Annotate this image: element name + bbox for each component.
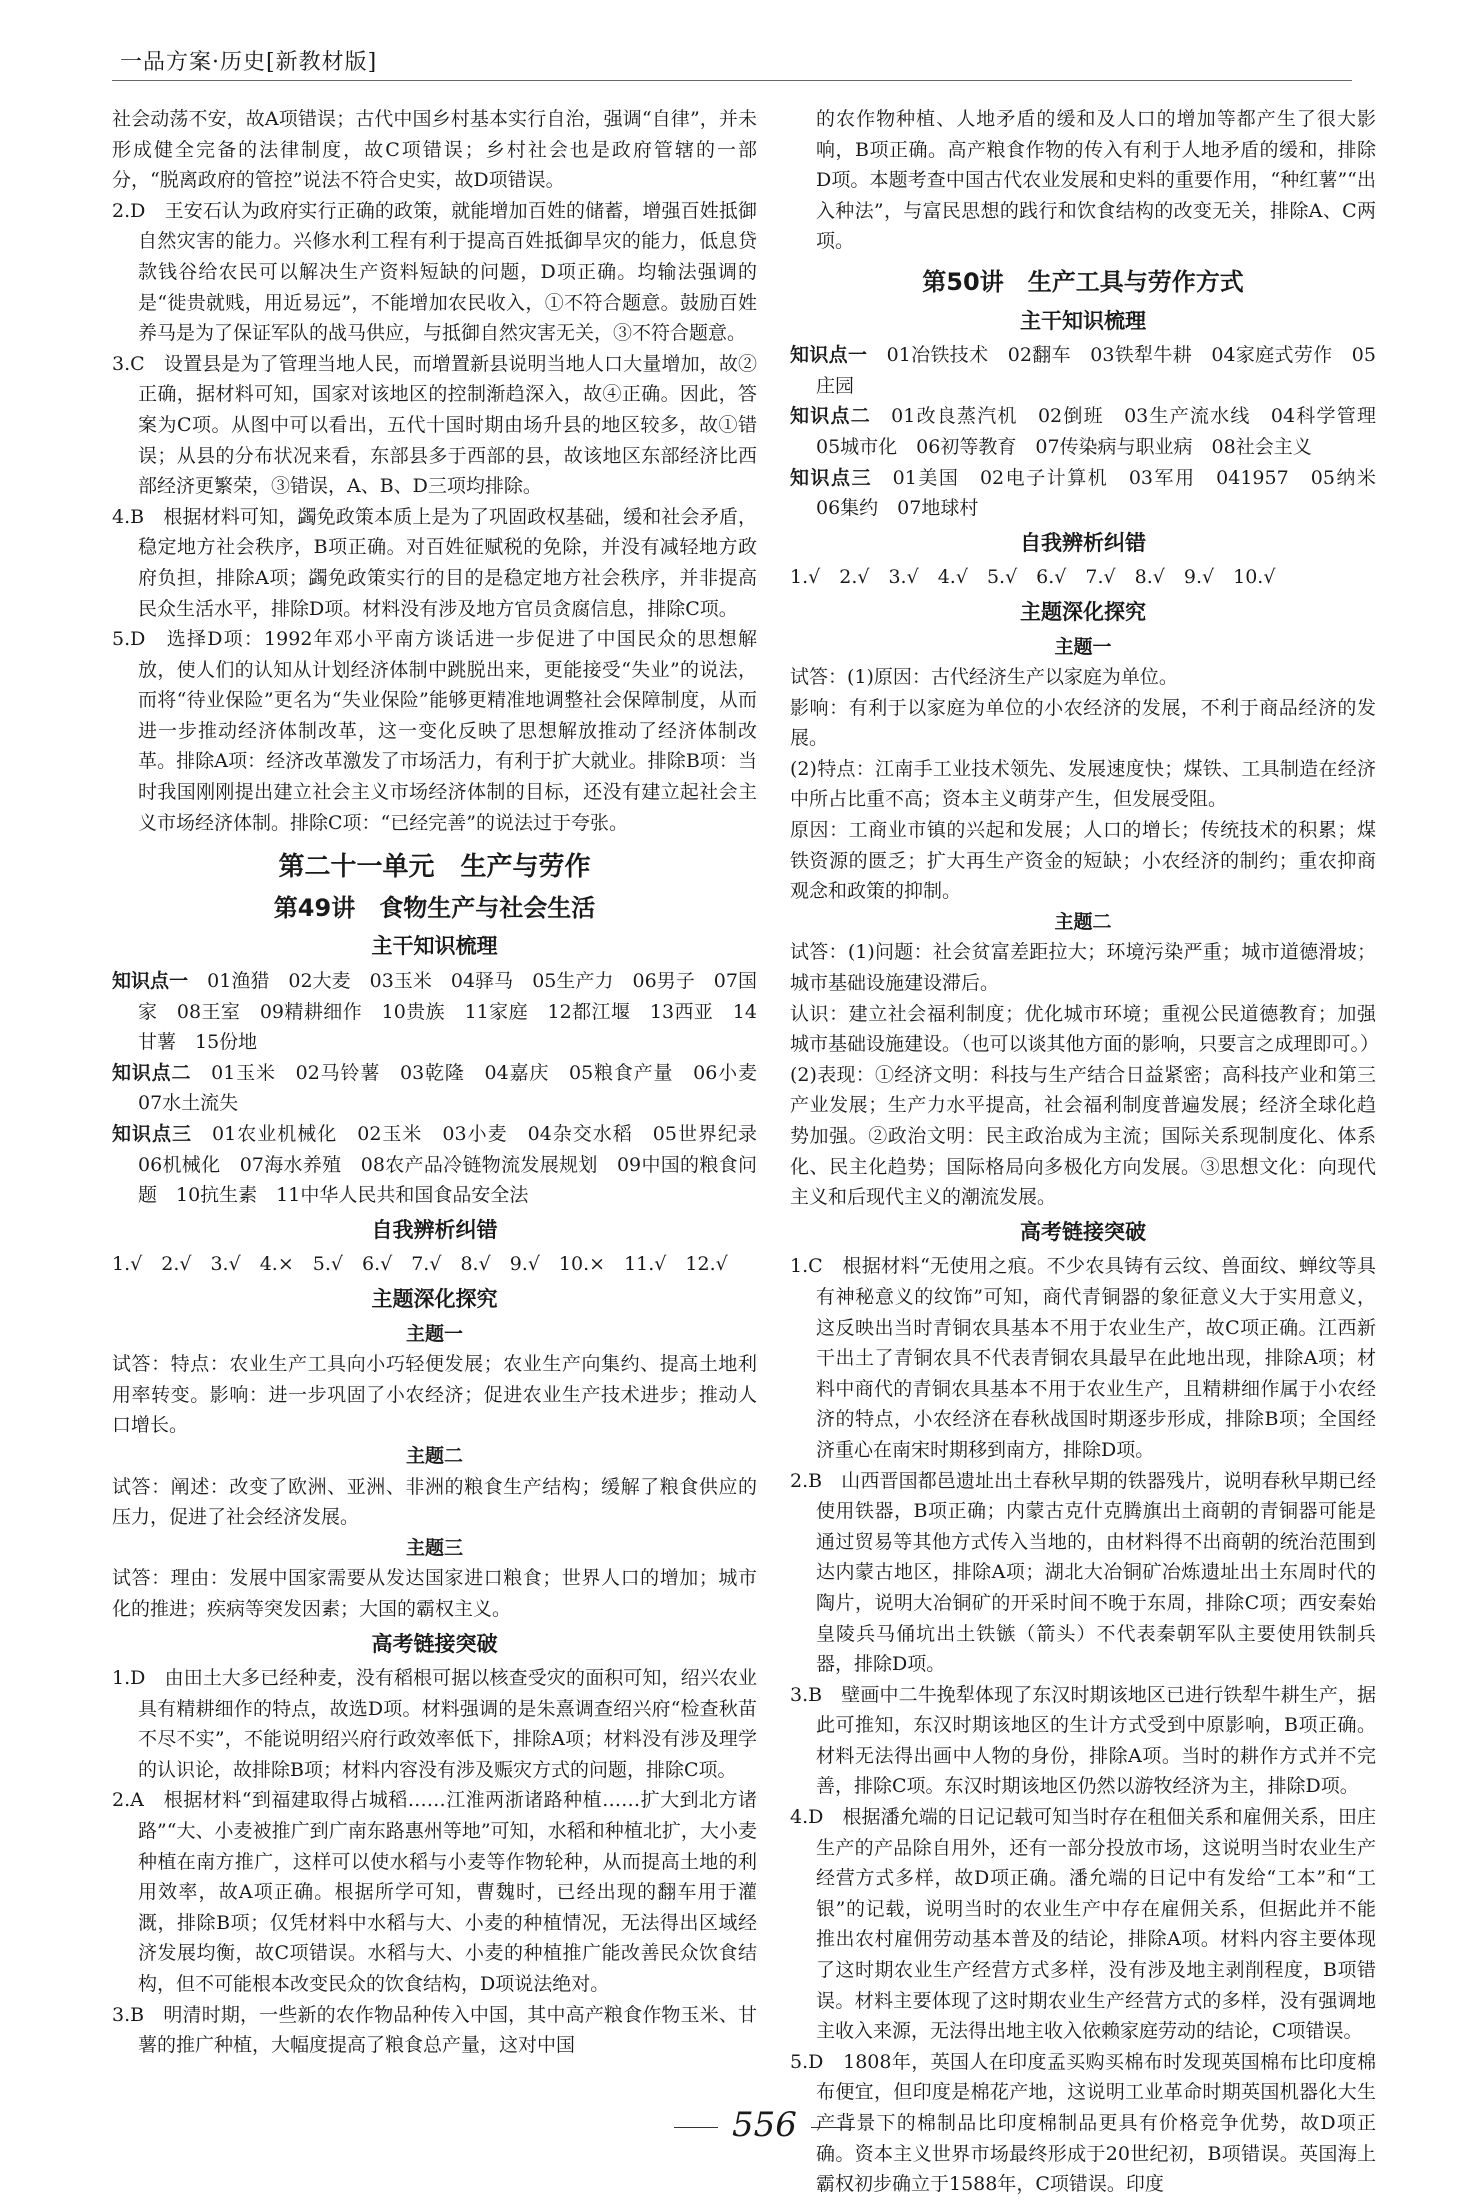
knowledge-point-items: 01美国 02电子计算机 03军用 041957 05纳米 06集约 07地球村 xyxy=(816,466,1395,520)
topic-answer: 认识：建立社会福利制度；优化城市环境；重视公民道德教育；加强城市基础设施建设。（也可以谈其他方面的影响，只要言之成理即可。） xyxy=(790,1002,1380,1056)
topic-answer: 试答：(1)原因：古代经济生产以家庭为单位。 xyxy=(790,666,1178,689)
topic-answer: 原因：工商业市镇的兴起和发展；人口的增长；传统技术的积累；煤铁资源的匮乏；扩大再生产资金的短缺；小农经济的制约；重农抑商观念和政策的抑制。 xyxy=(790,819,1376,903)
answer-paragraph: 2.D 王安石认为政府实行正确的政策，就能增加百姓的储蓄，增强百姓抵御自然灾害的能力。兴修水利工程有利于提高百姓抵御旱灾的能力，低息贷款钱谷给农民可以解决生产资料短缺的问题，D项正确。均输法强调的是“徙贵就贱，用近易远”，不能增加农民收入，①不符合题意。鼓励百姓养马是为了保证军队的战马供应，与抵御自然灾害无关，③不符合题意。 xyxy=(112,199,757,345)
answer-paragraph: 2.A 根据材料“到福建取得占城稻……江淮两浙诸路种植……扩大到北方诸路”“大、小麦被推广到广南东路惠州等地”可知，水稻和种植北扩，大小麦种植在南方推广，这样可以使水稻与小麦等作物轮种，从而提高土地的利用效率，故A项正确。根据所学可知，曹魏时，已经出现的翻车用于灌溉，排除B项；仅凭材料中水稻与大、小麦的种植情况，无法得出区域经济发展均衡，故C项错误。水稻与大、小麦的种植推广能改善民众饮食结构，但不可能根本改变民众的饮食结构，D项说法绝对。 xyxy=(112,1789,757,1996)
knowledge-point-label: 知识点三 xyxy=(790,466,873,489)
topic-answer: (2)特点：江南手工业技术领先、发展速度快；煤铁、工具制造在经济中所占比重不高；资本主义萌芽产生，但发展受阻。 xyxy=(790,757,1376,811)
header-rule xyxy=(112,80,1352,81)
answer-paragraph: 5.D 选择D项：1992年邓小平南方谈话进一步促进了中国民众的思想解放，使人们的认知从计划经济体制中跳脱出来，更能接受“失业”的说法，而将“待业保险”更名为“失业保险”能够更精准地调整社会保障制度，从而进一步推动经济体制改革，这一变化反映了思想解放推动了经济体制改革。排除A项：经济改革激发了市场活力，有利于扩大就业。排除B项：当时我国刚刚提出建立社会主义市场经济体制的目标，还没有建立起社会主义市场经济体制。排除C项：“已经完善”的说法过于夸张。 xyxy=(112,628,757,834)
topic-answer: 试答：特点：农业生产工具向小巧轻便发展；农业生产向集约、提高土地利用率转变。影响：进一步巩固了小农经济；促进农业生产技术进步；推动人口增长。 xyxy=(112,1353,757,1437)
lecture-title: 第49讲 食物生产与社会生活 xyxy=(273,893,596,922)
section-title: 自我辨析纠错 xyxy=(371,1217,498,1242)
self-check-answers: 1.√ 2.√ 3.√ 4.× 5.√ 6.√ 7.√ 8.√ 9.√ 10.× 11.√ 12.√ xyxy=(112,1253,728,1276)
right-column xyxy=(790,104,1395,2200)
knowledge-point-label: 知识点一 xyxy=(112,970,189,993)
unit-title: 第二十一单元 生产与劳作 xyxy=(278,852,591,883)
topic-title: 主题一 xyxy=(405,1322,463,1345)
knowledge-point-label: 知识点三 xyxy=(112,1123,193,1145)
knowledge-point-items: 01农业机械化 02玉米 03小麦 04杂交水稻 05世界纪录 06机械化 07海水养殖 08农产品冷链物流发展规划 09中国的粮食问题 10抗生素 11中华人民共和国食品安全法 xyxy=(138,1123,776,1207)
answer-paragraph: 4.D 根据潘允端的日记记载可知当时存在租佃关系和雇佣关系，田庄生产的产品除自用外，还有一部分投放市场，这说明当时农业生产经营方式多样，故D项正确。潘允端的日记中有发给“工本”和“工银”的记载，说明当时的农业生产中存在雇佣关系，但据此并不能推出农村雇佣劳动基本普及的结论，排除A项。材料内容主要体现了这时期农业生产经营方式多样，没有涉及地主剥削程度，B项错误。材料主要体现了这时期农业生产经营方式的多样，没有强调地主收入来源，无法得出地主收入依赖家庭劳动的结论，C项错误。 xyxy=(790,1806,1376,2043)
topic-title: 主题一 xyxy=(1054,635,1112,658)
section-title: 主干知识梳理 xyxy=(1020,308,1146,333)
answer-paragraph: 4.B 根据材料可知，蠲免政策本质上是为了巩固政权基础，缓和社会矛盾，稳定地方社会秩序，B项正确。对百姓征赋税的免除，并没有减轻地方政府负担，排除A项；蠲免政策实行的目的是稳定地方社会秩序，并非提高民众生活水平，排除D项。材料没有涉及地方官员贪腐信息，排除C项。 xyxy=(112,505,757,620)
answer-paragraph: 3.C 设置县是为了管理当地人民，而增置新县说明当地人口大量增加，故②正确，据材料可知，国家对该地区的控制渐趋深入，故④正确。因此，答案为C项。从图中可以看出，五代十国时期由场升县的地区较多，故①错误；从县的分布状况来看，东部县多于西部的县，故该地区东部经济比西部经济更繁荣，③错误，A、B、D三项均排除。 xyxy=(112,352,757,498)
topic-answer: 试答：(1)问题：社会贫富差距拉大；环境污染严重；城市道德滑坡；城市基础设施建设滞后。 xyxy=(790,941,1376,995)
knowledge-point-label: 知识点二 xyxy=(112,1061,192,1084)
section-title: 主题深化探究 xyxy=(371,1286,498,1311)
topic-answer: 试答：理由：发展中国家需要从发达国家进口粮食；世界人口的增加；城市化的推进；疾病等突发因素；大国的霸权主义。 xyxy=(112,1567,757,1620)
answer-paragraph: 2.B 山西晋国都邑遗址出土春秋早期的铁器残片，说明春秋早期已经使用铁器，B项正确；内蒙古克什克腾旗出土商朝的青铜器可能是通过贸易等其他方式传入当地的，由材料得不出商朝的统治范围到达内蒙古地区，排除A项；湖北大冶铜矿冶炼遗址出土东周时代的陶片，说明大冶铜矿的开采时间不晚于东周，排除C项；西安秦始皇陵兵马俑坑出土铁镞（箭头）不代表秦朝军队主要使用铁制兵器，排除D项。 xyxy=(790,1469,1376,1676)
knowledge-point-label: 知识点二 xyxy=(790,405,871,428)
knowledge-point-items: 01渔猎 02大麦 03玉米 04驿马 05生产力 06男子 07国家 08王室 09精耕细作 10贵族 11家庭 12都江堰 13西亚 14甘薯 15份地 xyxy=(138,970,757,1054)
answer-paragraph: 1.D 由田土大多已经种麦，没有稻根可据以核查受灾的面积可知，绍兴农业具有精耕细作的特点，故选D项。材料强调的是朱熹调查绍兴府“检查秋苗不尽不实”，不能说明绍兴府行政效率低下，排除A项；材料没有涉及理学的认识论，故排除B项；材料内容没有涉及赈灾方式的问题，排除C项。 xyxy=(112,1667,757,1781)
topic-answer: (2)表现：①经济文明：科技与生产结合日益紧密；高科技产业和第三产业发展；生产力水平提高，社会福利制度普遍发展；经济全球化趋势加强。②政治文明：民主政治成为主流；国际关系现制度化、体系化、民主化趋势；国际格局向多极化方向发展。③思想文化：向现代主义和后现代主义的潮流发展。 xyxy=(790,1063,1376,1209)
answer-paragraph: 5.D 1808年，英国人在印度孟买购买棉布时发现英国棉布比印度棉布便宜，但印度是棉花产地，这说明工业革命时期英国机器化大生产背景下的棉制品比印度棉制品更具有价格竞争优势，故D项正确。资本主义世界市场最终形成于20世纪初，B项错误。英国海上霸权初步确立于1588年，C项错误。印度 xyxy=(790,2050,1376,2196)
section-title: 主干知识梳理 xyxy=(371,934,498,959)
topic-title: 主题三 xyxy=(405,1536,463,1559)
answer-paragraph: 的农作物种植、人地矛盾的缓和及人口的增加等都产生了很大影响，B项正确。高产粮食作物的传入有利于人地矛盾的缓和，排除D项。本题考查中国古代农业发展和史料的重要作用，“种红薯”“出入种法”，与富民思想的践行和饮食结构的改变无关，排除A、C两项。 xyxy=(816,108,1376,253)
answer-paragraph: 1.C 根据材料“无使用之痕。不少农具铸有云纹、兽面纹、蝉纹等具有神秘意义的纹饰”可知，商代青铜器的象征意义大于实用意义，这反映出当时青铜农具基本不用于农业生产，故C项正确。江西新干出土了青铜农具不代表青铜农具最早在此地出现，排除A项；材料中商代的青铜农具基本不用于农业生产，且精耕细作属于小农经济的特点，小农经济在春秋战国时期逐步形成，排除B项；全国经济重心在南宋时期移到南方，排除D项。 xyxy=(790,1255,1376,1461)
knowledge-point-items: 01玉米 02马铃薯 03乾隆 04嘉庆 05粮食产量 06小麦 07水土流失 xyxy=(138,1061,777,1115)
running-header: 一品方案·历史[新教材版] xyxy=(120,50,378,75)
topic-title: 主题二 xyxy=(1054,910,1112,933)
section-title: 主题深化探究 xyxy=(1020,599,1146,624)
topic-title: 主题二 xyxy=(405,1444,463,1467)
page-number: 556 xyxy=(660,2110,869,2141)
lecture-title: 第50讲 生产工具与劳作方式 xyxy=(922,267,1244,296)
left-column xyxy=(112,104,777,2061)
knowledge-point-items: 01改良蒸汽机 02倒班 03生产流水线 04科学管理 05城市化 06初等教育 07传染病与职业病 08社会主义 xyxy=(816,405,1395,458)
section-title: 高考链接突破 xyxy=(371,1631,498,1656)
self-check-answers: 1.√ 2.√ 3.√ 4.√ 5.√ 6.√ 7.√ 8.√ 9.√ 10.√ xyxy=(790,566,1276,589)
knowledge-point-items: 01冶铁技术 02翻车 03铁犁牛耕 04家庭式劳作 05庄园 xyxy=(816,344,1376,397)
answer-paragraph: 社会动荡不安，故A项错误；古代中国乡村基本实行自治，强调“自律”，并未形成健全完备的法律制度，故C项错误；乡村社会也是政府管辖的一部分，“脱离政府的管控”说法不符合史实，故D项错误。 xyxy=(112,108,757,192)
answer-paragraph: 3.B 明清时期，一些新的农作物品种传入中国，其中高产粮食作物玉米、甘薯的推广种植，大幅度提高了粮食总产量，这对中国 xyxy=(112,2003,757,2057)
section-title: 自我辨析纠错 xyxy=(1020,530,1146,555)
knowledge-point-label: 知识点一 xyxy=(790,344,868,367)
topic-answer: 影响：有利于以家庭为单位的小农经济的发展，不利于商品经济的发展。 xyxy=(790,696,1376,750)
answer-paragraph: 3.B 壁画中二牛挽犁体现了东汉时期该地区已进行铁犁牛耕生产，据此可推知，东汉时期该地区的生计方式受到中原影响，B项正确。材料无法得出画中人物的身份，排除A项。当时的耕作方式并不完善，排除C项。东汉时期该地区仍然以游牧经济为主，排除D项。 xyxy=(790,1683,1376,1798)
section-title: 高考链接突破 xyxy=(1020,1219,1146,1244)
topic-answer: 试答：阐述：改变了欧洲、亚洲、非洲的粮食生产结构；缓解了粮食供应的压力，促进了社会经济发展。 xyxy=(112,1475,757,1529)
